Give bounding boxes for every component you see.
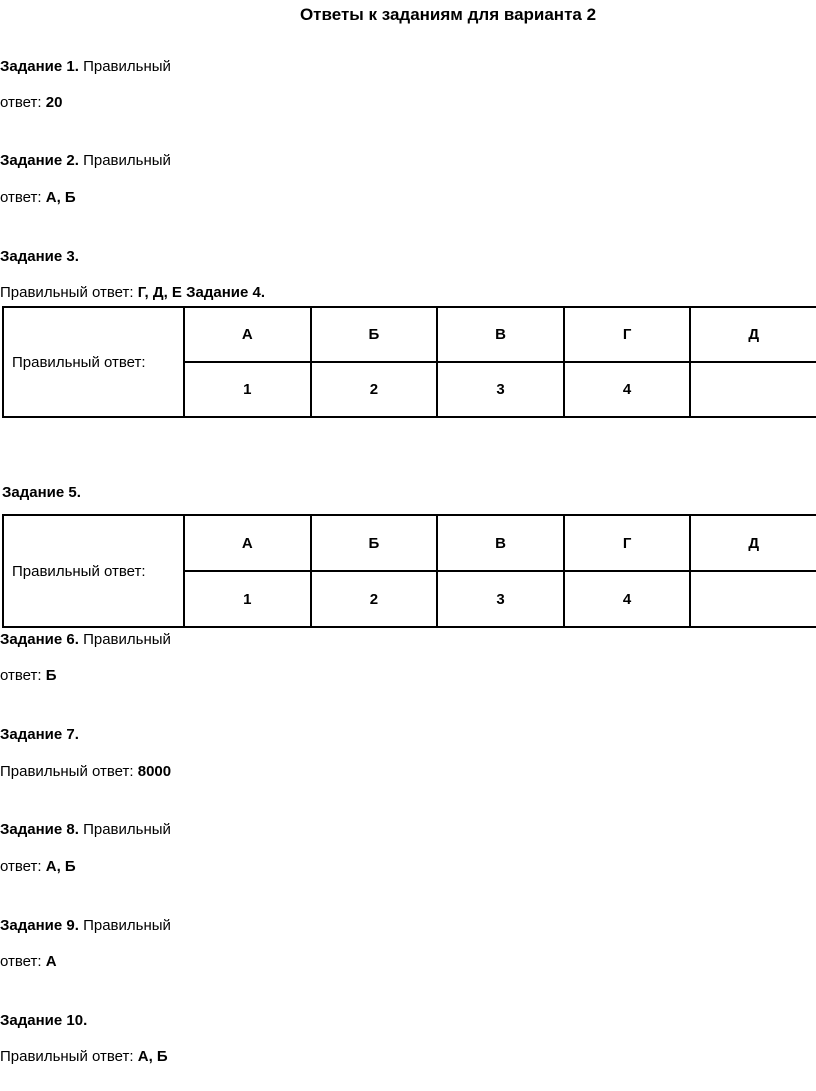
value-cell	[690, 362, 816, 417]
task-8-answer	[0, 858, 76, 875]
task-9-answer	[0, 953, 57, 970]
value-cell: 4	[564, 362, 691, 417]
header-cell: В	[437, 307, 564, 362]
task-2-answer	[0, 189, 76, 206]
value-cell: 4	[564, 571, 691, 627]
header-cell: А	[184, 307, 311, 362]
task-10-answer	[0, 1048, 168, 1065]
task-9-heading	[0, 917, 171, 934]
value-cell: 2	[311, 571, 438, 627]
task-1-answer-value: 20	[45, 94, 63, 111]
header-cell: Д	[690, 307, 816, 362]
task-10-answer-value: А, Б	[137, 1048, 168, 1065]
answer-prefix: ответ:	[0, 953, 42, 970]
value-cell: 1	[184, 362, 311, 417]
task-7-label: Задание 7.	[0, 726, 79, 743]
task-6-answer	[0, 667, 57, 684]
row-label: Правильный ответ:	[3, 307, 184, 417]
header-cell: Б	[311, 307, 438, 362]
task-1-answer	[0, 94, 62, 111]
header-cell: Д	[690, 515, 816, 571]
task-5-answer-table	[2, 514, 816, 628]
header-cell: Г	[564, 307, 691, 362]
header-cell: Б	[311, 515, 438, 571]
task-3-answer	[0, 284, 265, 301]
answer-prefix: ответ:	[0, 189, 42, 206]
task-5-heading	[2, 484, 81, 501]
task-1-heading	[0, 58, 171, 75]
answer-prefix: ответ:	[0, 858, 42, 875]
task-10-heading	[0, 1012, 87, 1029]
task-8-label-suffix: Правильный	[83, 821, 171, 838]
task-9-label-suffix: Правильный	[83, 917, 171, 934]
task-10-label: Задание 10.	[0, 1012, 88, 1029]
task-3-label: Задание 3.	[0, 248, 79, 265]
answer-prefix: Правильный ответ:	[0, 763, 134, 780]
task-6-heading	[0, 631, 171, 648]
value-cell	[690, 571, 816, 627]
value-cell: 2	[311, 362, 438, 417]
task-7-answer	[0, 763, 171, 780]
row-label: Правильный ответ:	[3, 515, 184, 627]
header-cell: Г	[564, 515, 691, 571]
task-6-label-suffix: Правильный	[83, 631, 171, 648]
answer-prefix: ответ:	[0, 94, 42, 111]
task-3-answer-value: Г, Д, Е	[137, 284, 182, 301]
task-4-label: Задание 4.	[186, 284, 265, 301]
page-title: Ответы к заданиям для варианта 2	[299, 5, 597, 24]
task-9-answer-value: А	[45, 953, 57, 970]
header-cell: В	[437, 515, 564, 571]
task-2-label-suffix: Правильный	[83, 152, 171, 169]
answer-prefix: ответ:	[0, 667, 42, 684]
task-1-label-suffix: Правильный	[83, 58, 171, 75]
task-5-label: Задание 5.	[2, 484, 81, 501]
value-cell: 3	[437, 571, 564, 627]
task-6-answer-value: Б	[45, 667, 57, 684]
task-2-heading	[0, 152, 171, 169]
task-6-label: Задание 6.	[0, 631, 79, 648]
task-7-heading	[0, 726, 79, 743]
task-2-label: Задание 2.	[0, 152, 79, 169]
task-8-label: Задание 8.	[0, 821, 79, 838]
answer-prefix: Правильный ответ:	[0, 1048, 134, 1065]
answer-prefix: Правильный ответ:	[0, 284, 134, 301]
header-cell: А	[184, 515, 311, 571]
value-cell: 3	[437, 362, 564, 417]
task-4-answer-table	[2, 306, 816, 418]
task-8-heading	[0, 821, 171, 838]
value-cell: 1	[184, 571, 311, 627]
table-header-row	[3, 307, 816, 362]
task-7-answer-value: 8000	[137, 763, 172, 780]
task-9-label: Задание 9.	[0, 917, 79, 934]
task-2-answer-value: А, Б	[45, 189, 76, 206]
task-8-answer-value: А, Б	[45, 858, 76, 875]
table-header-row	[3, 515, 816, 571]
task-1-label: Задание 1.	[0, 58, 79, 75]
task-3-heading	[0, 248, 79, 265]
